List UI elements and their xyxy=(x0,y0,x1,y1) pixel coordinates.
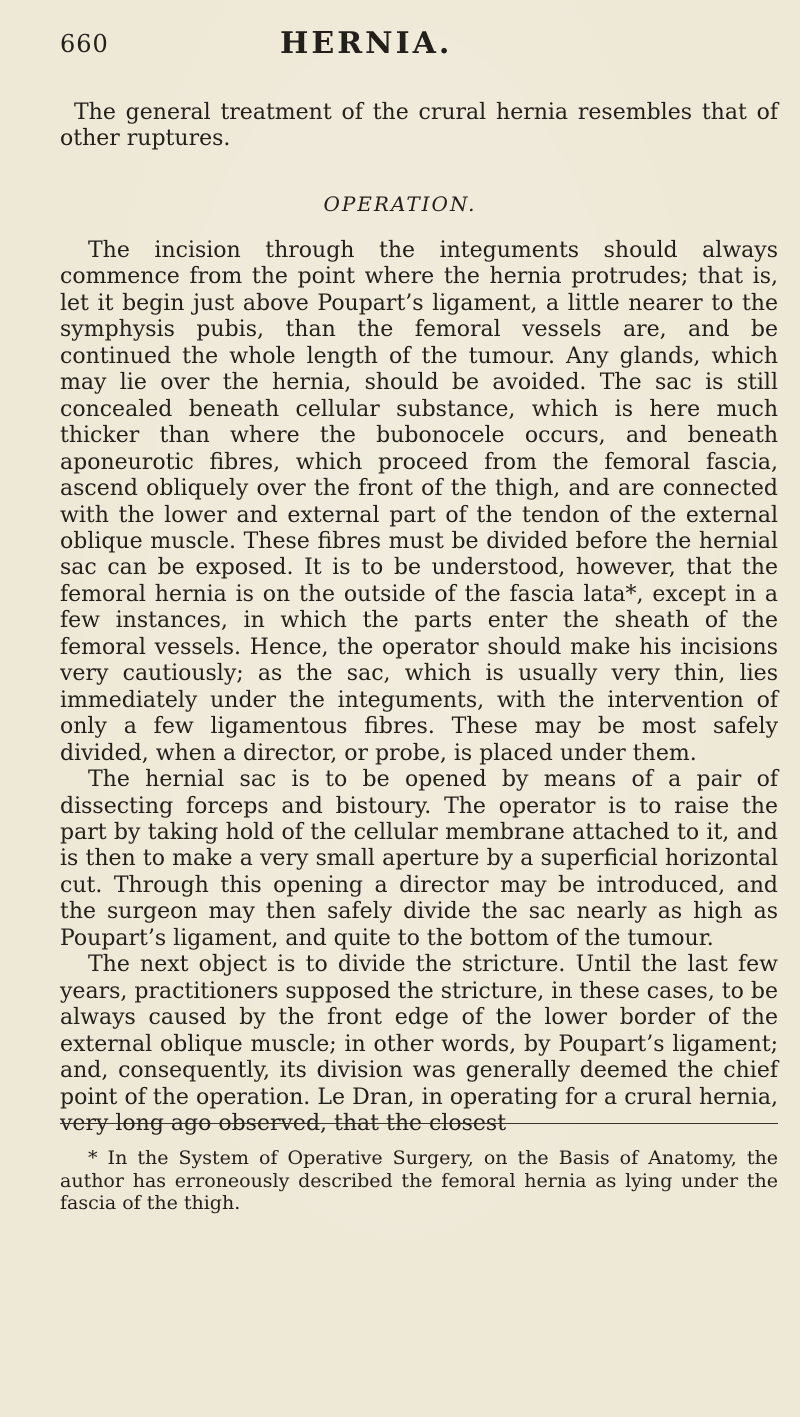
running-head: HERNIA. xyxy=(280,26,453,61)
body-text xyxy=(60,238,778,1137)
paragraph: The hernial sac is to be opened by means of a pair of dissecting forceps and bistoury. The operator is to raise the part by taking hold of the cellular membrane attached to it, and is then to make a very small aperture by a superficial horizontal cut. Through this opening a director may be introduced, and the surgeon may then safely divide the sac nearly as high as Poupart’s ligament, and quite to the bottom of the tumour. xyxy=(60,767,778,951)
intro-paragraph: The general treatment of the crural hernia resembles that of other ruptures. xyxy=(60,100,778,152)
footnote: * In the System of Operative Surgery, on the Basis of Anatomy, the author has erroneously described the femoral hernia as lying under the fascia of the thigh. xyxy=(60,1147,778,1214)
page-number: 660 xyxy=(60,30,109,58)
page-header xyxy=(60,22,760,62)
paragraph: The incision through the integuments should always commence from the point where the hernia protrudes; that is, let it begin just above Poupart’s ligament, a little nearer to the symphysis pubis, than the femoral vessels are, and be continued the whole length of the tumour. Any glands, which may lie over the hernia, should be avoided. The sac is still concealed beneath cellular substance, which is here much thicker than where the bubonocele occurs, and beneath aponeurotic fibres, which proceed from the femoral fascia, ascend obliquely over the front of the thigh, and are connected with the lower and external part of the tendon of the external oblique muscle. These fibres must be divided before the hernial sac can be exposed. It is to be understood, however, that the femoral hernia is on the outside of the fascia lata*, except in a few instances, in which the parts enter the sheath of the femoral vessels. Hence, the operator should make his incisions very cautiously; as the sac, which is usually very thin, lies immediately under the integuments, with the intervention of only a few ligamentous fibres. These may be most safely divided, when a director, or probe, is placed under them. xyxy=(60,238,778,766)
paragraph: The next object is to divide the stricture. Until the last few years, practitioners supposed the stricture, in these cases, to be always caused by the front edge of the lower border of the external oblique muscle; in other words, by Poupart’s ligament; and, consequently, its division was generally deemed the chief point of the operation. Le Dran, in operating for a crural hernia, very long ago observed, that the closest xyxy=(60,952,778,1136)
footnote-divider xyxy=(60,1123,778,1124)
section-heading: OPERATION. xyxy=(323,192,477,216)
